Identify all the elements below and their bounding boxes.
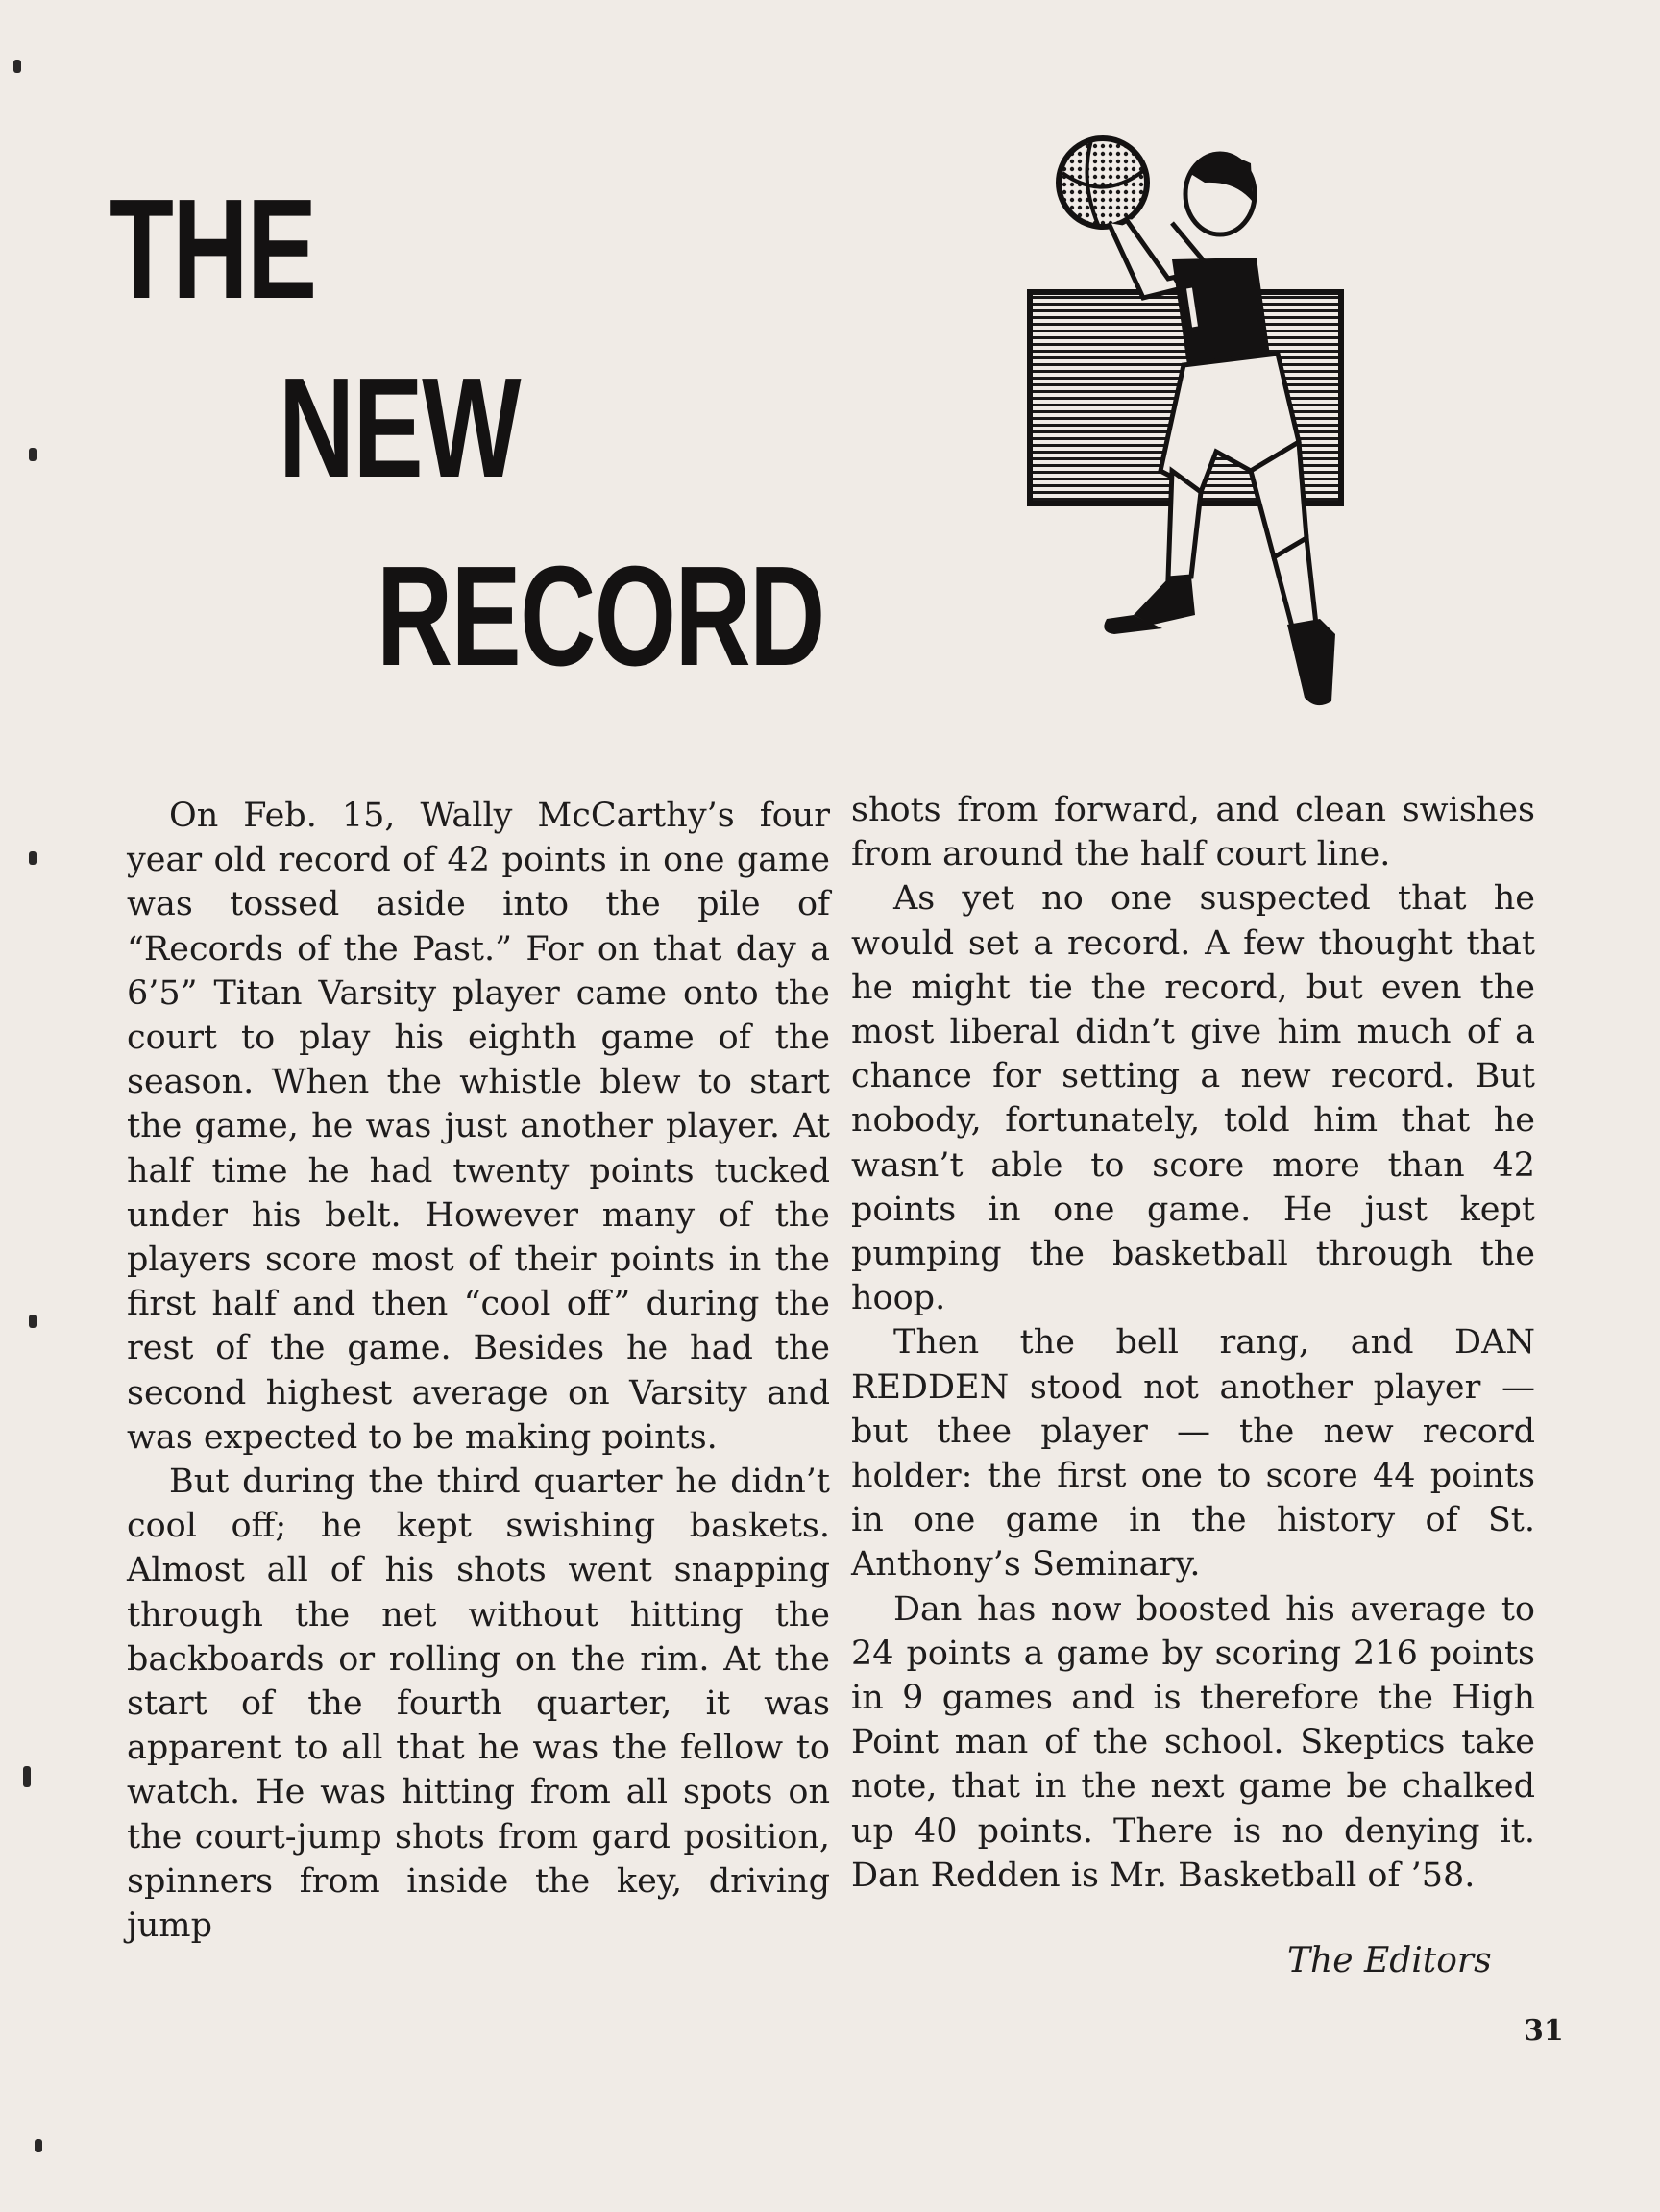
binding-mark xyxy=(13,60,21,73)
article-paragraph: shots from forward, and clean swishes from around the half court line. xyxy=(851,791,1535,874)
headline-word-the: THE xyxy=(110,170,316,329)
binding-mark xyxy=(29,448,37,461)
article-paragraph: On Feb. 15, Wally McCarthy’s four year old record of 42 points in one game was tossed aside into the pile of “Records of the Past.” For on that day a 6’5” Titan Varsity player came onto the court to play his eighth game of the season. When the whistle blew to start the game, he was just another player. At half time he had twenty points tucked under his belt. However many of the players score most of their points in the first half and then “cool off” during the rest of the game. Besides he had the second highest average on Varsity and was expected to be making points. xyxy=(127,797,830,1457)
headline-word-new: NEW xyxy=(279,349,521,507)
headline-word-record: RECORD xyxy=(377,537,824,696)
basketball-player-icon xyxy=(999,135,1364,721)
signature: The Editors xyxy=(1287,1941,1492,1980)
binding-mark xyxy=(29,851,37,865)
article-paragraph: But during the third quarter he didn’t cool off; he kept swishing baskets. Almost all of his shots went snapping through the net without hitting the backboards or rolling on the rim. At the start of the fourth quarter, it was apparent to all that he was the fellow to watch. He was hitting from all spots on the court-jump shots from gard position, spinners from inside the key, driving jump xyxy=(127,1462,830,1946)
article-paragraph: As yet no one suspected that he would set a record. A few thought that he might tie the record, but even the most liberal didn’t give him much of a chance for setting a new record. But nobody, fortunately, told him that he wasn’t able to score more than 42 points in one game. He just kept pumping the basketball through the hoop. xyxy=(851,879,1535,1318)
page-number: 31 xyxy=(1524,2014,1564,2048)
binding-mark xyxy=(23,1766,31,1787)
article-column-left xyxy=(127,794,830,1948)
article-column-right xyxy=(851,788,1535,1898)
article-paragraph: Then the bell rang, and DAN REDDEN stood not another player — but thee player — the new record holder: the first one to score 44 points in one game in the history of St. Anthony’s Seminary. xyxy=(851,1323,1535,1585)
binding-mark xyxy=(35,2139,42,2152)
binding-mark xyxy=(29,1315,37,1328)
article-paragraph: Dan has now boosted his average to 24 points a game by scoring 216 points in 9 games and is therefore the High Point man of the school. Skeptics take note, that in the next game be chalked up 40 points. There is no denying it. Dan Redden is Mr. Basketball of ’58. xyxy=(851,1589,1535,1895)
